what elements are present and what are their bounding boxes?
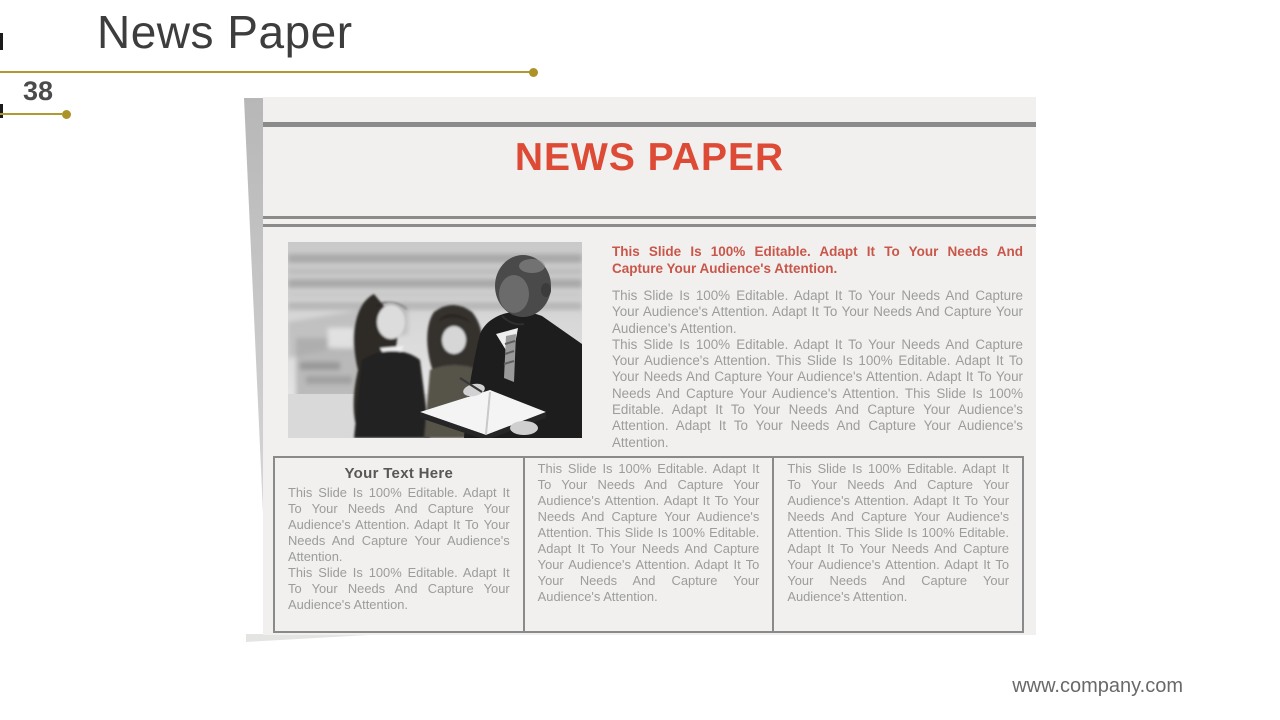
business-people-photo-svg (288, 242, 582, 438)
lead-article (612, 244, 1023, 451)
title-underline-dot (529, 68, 538, 77)
left-edge-mark-top (0, 33, 3, 50)
column-1-paragraph-2: This Slide Is 100% Editable. Adapt It To Your Needs And Capture Your Audience's Attention. (288, 565, 510, 612)
slide-page-number: 38 (23, 76, 54, 106)
column-3 (772, 458, 1022, 631)
masthead-top-rule (263, 122, 1036, 127)
company-website-url: www.company.com (1012, 675, 1183, 697)
article-paragraph-2: This Slide Is 100% Editable. Adapt It To Your Needs And Capture Your Audience's Attention. This Slide Is 100% Editable. Adapt It To Your Needs And Capture Your Audience's Attention. Adapt It To Your Needs And Capture Your Audience's Attention. This Slide Is 100% Editable. Adapt It To Your Needs And Capture Your Audience's Attention. Adapt It To Your Needs And Capture Your Audience's Attention. (612, 336, 1023, 450)
column-2 (523, 458, 773, 631)
slide-title: News Paper (97, 6, 353, 58)
column-3-paragraph: This Slide Is 100% Editable. Adapt It To Your Needs And Capture Your Audience's Attention. Adapt It To Your Needs And Capture Your Audience's Attention. This Slide Is 100% Editable. Adapt It To Your Needs And Capture Your Audience's Attention. Adapt It To Your Needs And Capture Your Audience's Attention. (787, 461, 1010, 604)
article-paragraph-1: This Slide Is 100% Editable. Adapt It To Your Needs And Capture Your Audience's Attention. Adapt It To Your Needs And Capture Your Audience's Attention. (612, 288, 1023, 336)
left-edge-mark-bottom (0, 104, 3, 118)
article-lead-text: This Slide Is 100% Editable. Adapt It To Your Needs And Capture Your Audience's Attention. (612, 244, 1023, 276)
newspaper-underpage-left-edge (244, 98, 263, 513)
columns-section (273, 456, 1024, 633)
newspaper-masthead: NEWS PAPER (514, 136, 785, 179)
business-people-photo (288, 242, 582, 438)
column-1-heading: Your Text Here (344, 465, 454, 482)
newspaper-page (263, 97, 1036, 635)
column-2-paragraph: This Slide Is 100% Editable. Adapt It To Your Needs And Capture Your Audience's Attention. Adapt It To Your Needs And Capture Your Audience's Attention. This Slide Is 100% Editable. Adapt It To Your Needs And Capture Your Audience's Attention. Adapt It To Your Needs And Capture Your Audience's Attention. (537, 461, 760, 604)
masthead-bottom-rule-2 (263, 224, 1036, 227)
column-1 (275, 458, 523, 631)
column-1-paragraph-1: This Slide Is 100% Editable. Adapt It To Your Needs And Capture Your Audience's Attention. Adapt It To Your Needs And Capture Your Audience's Attention. (288, 485, 510, 564)
page-number-underline-dot (62, 110, 71, 119)
page-number-underline (0, 113, 62, 115)
title-underline (0, 71, 531, 73)
masthead-bottom-rule-1 (263, 216, 1036, 219)
newspaper-underpage-bottom-edge (246, 634, 386, 642)
